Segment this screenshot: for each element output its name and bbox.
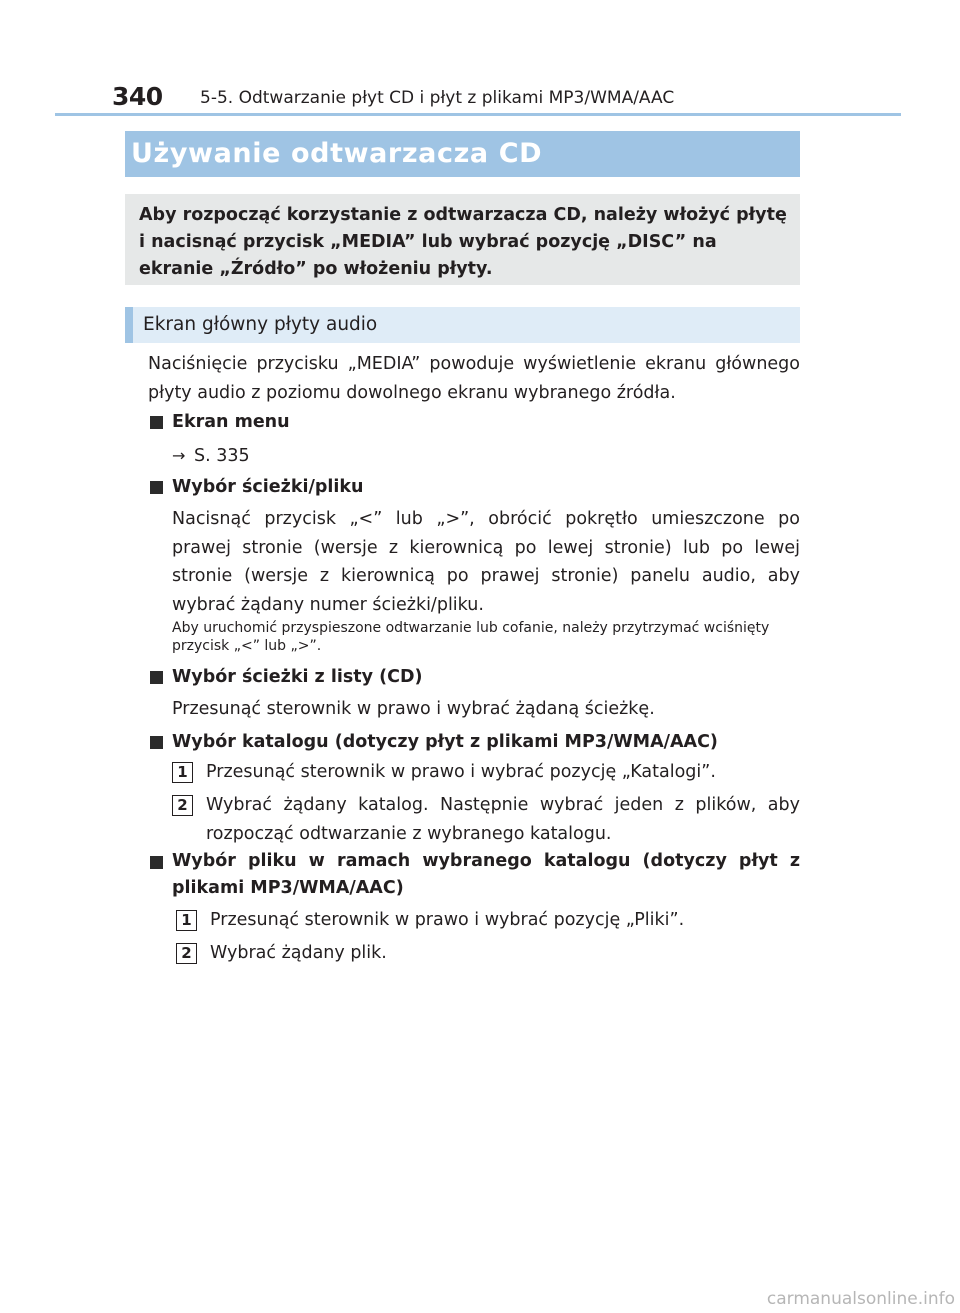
- file-step-2-text: Wybrać żądany plik.: [210, 943, 387, 963]
- header-divider: [55, 113, 901, 116]
- page-number: 340: [112, 82, 163, 111]
- step-number-2: 2: [176, 943, 197, 964]
- section-title: 5-5. Odtwarzanie płyt CD i płyt z plikami MP3/WMA/AAC: [200, 88, 675, 108]
- main-paragraph: Naciśnięcie przycisku „MEDIA” powoduje wyświetlenie ekranu głównego płyty audio z poziomu dowolnego ekranu wybranego źródła.: [148, 354, 800, 403]
- step-number-2: 2: [172, 795, 193, 816]
- page-title-bar: [125, 131, 800, 177]
- track-select-text: Nacisnąć przycisk „<” lub „>”, obrócić pokrętło umieszczone po prawej stronie (wersje z kierownicą po lewej stronie) lub po lewej stronie (wersje z kierownicą po prawej stronie) panelu audio, aby wybrać żądany numer ścieżki/pliku.: [172, 509, 800, 615]
- intro-text: Aby rozpocząć korzystanie z odtwarzacza CD, należy włożyć płytę i nacisnąć przycisk „MEDIA” lub wybrać pozycję „DISC” na ekranie „Źródło” po włożeniu płyty.: [139, 205, 787, 279]
- subheading-bar: [125, 307, 800, 343]
- subheading-accent: [125, 307, 133, 343]
- track-select-note: Aby uruchomić przyspieszone odtwarzanie lub cofanie, należy przytrzymać wciśnięty przycisk „<” lub „>”.: [172, 620, 770, 654]
- step-number-1: 1: [176, 910, 197, 931]
- track-select-heading: Wybór ścieżki/pliku: [172, 477, 364, 497]
- square-bullet-icon: [150, 736, 163, 749]
- square-bullet-icon: [150, 481, 163, 494]
- subheading: Ekran główny płyty audio: [143, 314, 378, 335]
- file-select-heading: Wybór pliku w ramach wybranego katalogu (dotyczy płyt z plikami MP3/WMA/AAC): [172, 851, 800, 898]
- square-bullet-icon: [150, 416, 163, 429]
- page-title: Używanie odtwarzacza CD: [131, 138, 543, 169]
- intro-box: [125, 194, 800, 285]
- square-bullet-icon: [150, 856, 163, 869]
- step-number-1: 1: [172, 762, 193, 783]
- list-select-heading: Wybór ścieżki z listy (CD): [172, 667, 423, 687]
- menu-screen-reference: [172, 442, 250, 470]
- folder-select-heading: Wybór katalogu (dotyczy płyt z plikami MP3/WMA/AAC): [172, 732, 718, 752]
- arrow-right-icon: →: [172, 446, 186, 465]
- folder-step-2-text: Wybrać żądany katalog. Następnie wybrać jeden z plików, aby rozpocząć odtwarzanie z wybranego katalogu.: [206, 795, 800, 844]
- watermark: carmanualsonline.info: [766, 1289, 955, 1309]
- page-header: [0, 0, 960, 116]
- folder-step-1-text: Przesunąć sterownik w prawo i wybrać pozycję „Katalogi”.: [206, 762, 716, 782]
- square-bullet-icon: [150, 671, 163, 684]
- list-select-text: Przesunąć sterownik w prawo i wybrać żądaną ścieżkę.: [172, 699, 655, 719]
- page-reference-link[interactable]: S. 335: [194, 446, 250, 466]
- menu-screen-heading: Ekran menu: [172, 412, 290, 432]
- file-step-1-text: Przesunąć sterownik w prawo i wybrać pozycję „Pliki”.: [210, 910, 685, 930]
